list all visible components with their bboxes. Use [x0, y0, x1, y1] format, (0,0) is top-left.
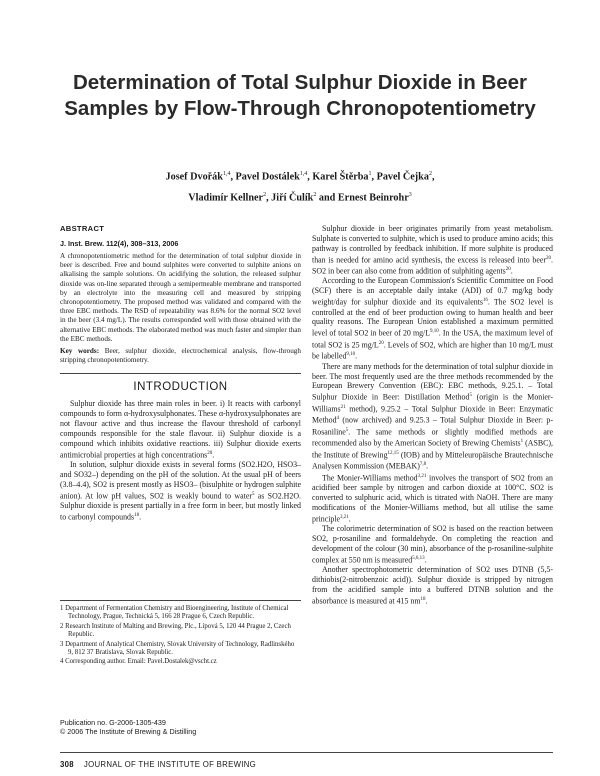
author-line-1: Josef Dvořák$^{1,4}$, Pavel Dostálek$^{1,4}$, Karel Štěrba$^1$, Pavel Čejka$^2$,	[165, 171, 435, 183]
body-paragraph-1: Sulphur dioxide in beer originates primarily from yeast metabolism. Sulphate is converted to sulphite, which is used to produce amino acids; this pathway is controlled by feedback inhibition. If more sulphite is produced than is needed for amino acid synthesis, the excess is released into beer$^{20}$. SO2 in beer can also come from addition of sulphiting agents$^{20}$.	[312, 224, 553, 276]
journal-name: JOURNAL OF THE INSTITUTE OF BREWING	[83, 760, 256, 769]
intro-paragraph-1: Sulphur dioxide has three main roles in beer. i) It reacts with carbonyl compounds to form α-hydroxysulphonates. These α-hydroxysulphonates are not flavour active and thus increase the flavour threshold of carbonyl compounds responsible for the stale flavour. ii) Sulphur dioxide is a compound which inhibits oxidative reactions. iii) Sulphur dioxide exerts antimicrobial properties at high concentrations$^{20}$.	[60, 399, 301, 460]
footer-divider	[60, 752, 553, 753]
footnote-divider	[60, 600, 301, 601]
author-name: Pavel Čejka	[376, 171, 429, 183]
body-paragraph-3: There are many methods for the determination of total sulphur dioxide in beer. The most frequently used are the three methods recommended by the European Brewery Convention (EBC): EBC methods, 9.25.1. – Total Sulphur Dioxide in Beer: Distillation Method$^5$ (origin is the Monier-Williams$^{21}$ method), 9.25.2 – Total Sulphur Dioxide in Beer: Enzymatic Method$^4$ (now archived) and 9.25.3 – Total Sulphur Dioxide in Beer: p-Rosaniline$^5$. The same methods or slightly modified methods are recommended also by the American Society of Brewing Chemists$^1$ (ASBC), the Institute of Brewing$^{12,15}$ (IOB) and by Mitteleuropäische Brautechnische Analysen Kommission (MEBAK)$^{7,8}$.	[312, 361, 554, 471]
author-line-2: Vladimír Kellner$^2$, Jiří Čulík$^2$ and Ernest Beinrohr$^3$	[188, 192, 412, 204]
right-column	[312, 224, 553, 606]
author-name: Josef Dvořák	[165, 171, 223, 183]
publication-number: Publication no. G-2006-1305-439	[60, 718, 166, 727]
page-footer	[60, 760, 256, 769]
footnotes	[60, 600, 301, 668]
footnote-3: 3 Department of Analytical Chemistry, Slovak University of Technology, Radlinského 9, 812 37 Bratislava, Slovak Republic.	[60, 640, 295, 657]
abstract-text: A chronopotentiometric method for the determination of total sulphur dioxide in beer is described. Free and bound sulphites were converted to sulphite anions on alkalising the sample solutions. On acidifying the solution, the released sulphur dioxide was on-line separated through a semipermeable membrane and transported by an electrolyte into the measuring cell and measured by stripping chronopotentiometry. The proposed method was validated and compared with the three EBC methods. The RSD of repeatability was 8.6% for the normal SO2 level in the beer (3.4 mg/L). The results corresponded well with those obtained with the alternative EBC methods. The elaborated method was much faster and simpler than the EBC methods.	[60, 252, 301, 343]
footnote-1: 1 Department of Fermentation Chemistry and Bioengineering, Institute of Chemical Technology, Prague, Technická 5, 166 28 Prague 6, Czech Republic.	[60, 605, 289, 621]
keywords-text: Beer, sulphur dioxide, electrochemical analysis, flow-through stripping chronopotentiometry.	[60, 347, 301, 365]
author-name: Vladimír Kellner	[188, 192, 264, 204]
author-name: Karel Štěrba	[312, 171, 369, 183]
section-heading-introduction: INTRODUCTION	[133, 381, 228, 394]
footnote-2: 2 Research Institute of Malting and Brewing, Plc., Lípová 5, 120 44 Prague 2, Czech Republic.	[60, 622, 291, 639]
keywords-label: Key words:	[60, 347, 100, 356]
intro-paragraph-2: In solution, sulphur dioxide exists in several forms (SO2.H2O, HSO3– and SO32–) depending on the pH of the solution. At the usual pH of beers (3.8–4.4), SO2 is present mostly as HSO3– (bisulphite or hydrogen sulphite anion). At low pH values, SO2 is weakly bound to water$^5$ as SO2.H2O. Sulphur dioxide is present partially in a free form in beer, but mostly linked to carbonyl compounds$^{18}$.	[60, 460, 302, 522]
page-number: 308	[60, 760, 74, 769]
left-column	[60, 224, 301, 522]
article-title: Determination of Total Sulphur Dioxide in Beer Samples by Flow-Through Chronopotentiometry	[64, 71, 536, 120]
citation: J. Inst. Brew. 112(4), 308–313, 2006	[60, 239, 179, 248]
author-list	[60, 165, 540, 208]
author-name: Jiří Čulík	[271, 192, 314, 204]
divider	[60, 373, 301, 374]
keywords	[60, 347, 301, 365]
publication-info	[60, 718, 196, 736]
abstract-heading: ABSTRACT	[60, 224, 105, 233]
body-paragraph-5: The colorimetric determination of SO2 is based on the reaction between SO2, p-rosaniline and formaldehyde. On completing the reaction and development of the colour (30 min), absorbance of the p-rosaniline-sulphite complex at 550 nm is measured$^{5,6,13}$.	[312, 524, 553, 565]
author-name: Pavel Dostálek	[235, 171, 300, 183]
body-paragraph-6: Another spectrophotometric determination of SO2 uses DTNB (5,5-dithiobis(2-nitrobenzoic acid)). Sulphur dioxide is stripped by nitrogen from the acidified sample into a buffered DTNB solution and the absorbance is measured at 415 $nm^{18}$.	[312, 565, 553, 606]
body-paragraph-4: The Monier-Williams method$^{3,21}$ involves the transport of SO2 from an acidified beer sample by nitrogen and carbon dioxide at 100°C. SO2 is converted to sulphuric acid, which is titrated with NaOH. There are many modifications of the Monier-Williams method, but all utilise the same principle$^{3,21}$.	[312, 473, 553, 524]
body-paragraph-2: According to the European Commission's Scientific Committee on Food (SCF) there is an acceptable daily intake (ADI) of 0.7 mg/kg body weight/day for sulphur dioxide and its equivalents$^{16}$. The SO2 level is controlled at the end of beer production owing to human health and beer quality reasons. The European Union established a maximum permitted level of total SO2 in beer of 20 $mg/L^{9,10}$. In the USA, the maximum level of total SO2 is 25 $mg/L^{20}$. Levels of SO2, which are higher than 10 mg/L must be labelled$^{9,10}$.	[312, 276, 553, 361]
copyright: © 2006 The Institute of Brewing & Distilling	[60, 727, 197, 736]
author-name: Ernest Beinrohr	[337, 192, 409, 204]
footnote-4: 4 Corresponding author. Email: Pavel.Dostalek@vscht.cz	[60, 658, 217, 666]
